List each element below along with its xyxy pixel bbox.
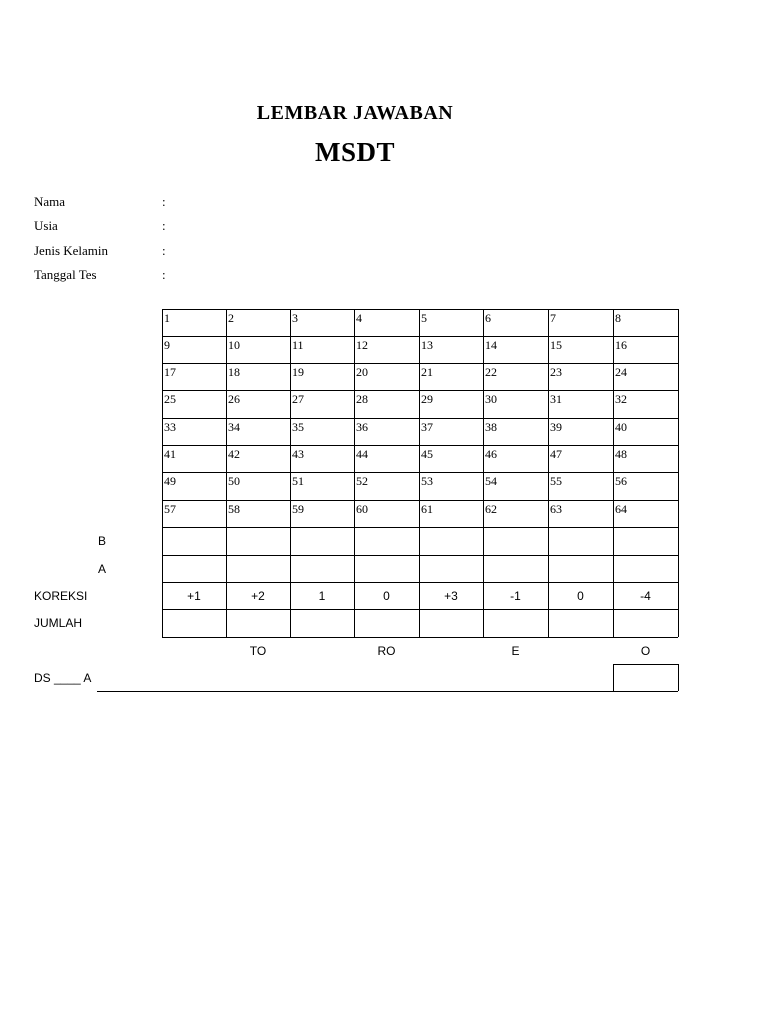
answer-item-4: 4 [356, 311, 362, 325]
answer-item-39: 39 [550, 420, 562, 434]
answer-item-59: 59 [292, 502, 304, 516]
field-label: Jenis Kelamin [34, 243, 109, 258]
answer-item-49: 49 [164, 474, 176, 488]
answer-item-44: 44 [356, 447, 368, 461]
answer-item-1: 1 [164, 311, 170, 325]
answer-item-42: 42 [228, 447, 240, 461]
answer-item-24: 24 [615, 365, 627, 379]
koreksi-value: +2 [251, 589, 265, 603]
answer-item-35: 35 [292, 420, 304, 434]
answer-item-10: 10 [228, 338, 240, 352]
row-label-jumlah: JUMLAH [34, 616, 83, 630]
answer-item-50: 50 [228, 474, 240, 488]
answer-item-32: 32 [615, 392, 627, 406]
answer-item-46: 46 [485, 447, 497, 461]
koreksi-value: 0 [577, 589, 584, 603]
answer-item-25: 25 [164, 392, 176, 406]
answer-item-47: 47 [550, 447, 562, 461]
koreksi-value: -4 [640, 589, 651, 603]
answer-item-33: 33 [164, 420, 176, 434]
answer-item-31: 31 [550, 392, 562, 406]
answer-item-51: 51 [292, 474, 304, 488]
koreksi-value: 1 [318, 589, 326, 603]
page-title: LEMBAR JAWABAN [256, 102, 454, 124]
answer-item-6: 6 [485, 311, 491, 325]
answer-item-55: 55 [550, 474, 562, 488]
score-label-to: TO [249, 644, 267, 658]
field-colon: : [162, 243, 166, 258]
row-label-a: A [98, 562, 107, 576]
answer-item-11: 11 [292, 338, 304, 352]
answer-item-27: 27 [292, 392, 304, 406]
ds-label: DS ____ A [34, 671, 92, 685]
answer-item-29: 29 [421, 392, 433, 406]
field-colon: : [162, 267, 166, 282]
answer-item-9: 9 [164, 338, 170, 352]
answer-item-43: 43 [292, 447, 304, 461]
row-label-b: B [98, 534, 107, 548]
field-label: Nama [34, 194, 66, 209]
answer-item-19: 19 [292, 365, 304, 379]
answer-item-17: 17 [164, 365, 176, 379]
row-label-koreksi: KOREKSI [34, 589, 88, 603]
answer-item-21: 21 [421, 365, 433, 379]
answer-item-63: 63 [550, 502, 562, 516]
field-colon: : [162, 194, 166, 209]
answer-item-7: 7 [550, 311, 556, 325]
koreksi-value: +3 [444, 589, 458, 603]
answer-item-5: 5 [421, 311, 427, 325]
answer-item-45: 45 [421, 447, 433, 461]
answer-item-53: 53 [421, 474, 433, 488]
answer-item-61: 61 [421, 502, 433, 516]
page-subtitle: MSDT [314, 137, 395, 167]
answer-item-23: 23 [550, 365, 562, 379]
score-label-ro: RO [377, 644, 396, 658]
answer-item-28: 28 [356, 392, 368, 406]
answer-item-8: 8 [615, 311, 621, 325]
answer-item-20: 20 [356, 365, 368, 379]
answer-item-54: 54 [485, 474, 497, 488]
answer-item-26: 26 [228, 392, 240, 406]
answer-item-56: 56 [615, 474, 627, 488]
answer-item-57: 57 [164, 502, 176, 516]
field-label: Tanggal Tes [34, 267, 97, 282]
answer-item-3: 3 [292, 311, 298, 325]
score-label-e: E [511, 644, 520, 658]
answer-item-40: 40 [615, 420, 627, 434]
field-colon: : [162, 218, 166, 233]
answer-item-16: 16 [615, 338, 627, 352]
field-label: Usia [34, 218, 58, 233]
answer-item-41: 41 [164, 447, 176, 461]
answer-item-36: 36 [356, 420, 368, 434]
answer-item-15: 15 [550, 338, 562, 352]
answer-item-2: 2 [228, 311, 234, 325]
answer-item-12: 12 [356, 338, 368, 352]
answer-item-62: 62 [485, 502, 497, 516]
answer-item-64: 64 [615, 502, 627, 516]
answer-item-13: 13 [421, 338, 433, 352]
koreksi-value: -1 [510, 589, 521, 603]
answer-item-37: 37 [421, 420, 433, 434]
answer-item-60: 60 [356, 502, 368, 516]
answer-item-52: 52 [356, 474, 368, 488]
answer-item-22: 22 [485, 365, 497, 379]
answer-item-34: 34 [228, 420, 240, 434]
answer-item-18: 18 [228, 365, 240, 379]
answer-item-14: 14 [485, 338, 497, 352]
koreksi-value: 0 [383, 589, 390, 603]
answer-item-38: 38 [485, 420, 497, 434]
answer-item-30: 30 [485, 392, 497, 406]
score-label-o: O [640, 644, 651, 658]
answer-item-58: 58 [228, 502, 240, 516]
koreksi-value: +1 [187, 589, 201, 603]
answer-item-48: 48 [615, 447, 627, 461]
